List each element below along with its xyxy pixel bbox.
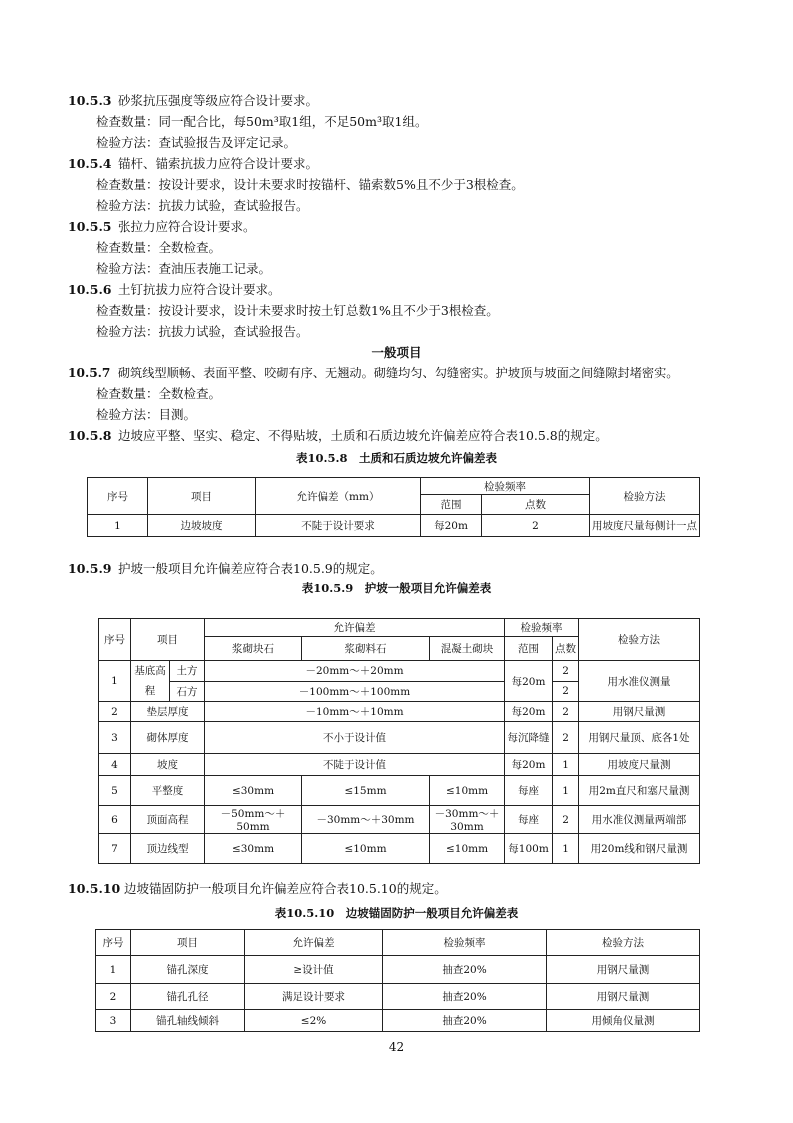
clause-text: 土钉抗拔力应符合设计要求。: [117, 282, 281, 297]
cell-points: 1: [553, 776, 579, 806]
cell-no: 2: [99, 702, 131, 722]
cell-rubble-masonry: ≤30mm: [205, 776, 302, 806]
header-tolerance: 允许偏差: [245, 930, 383, 956]
clause-10-5-3: [68, 92, 318, 110]
clause-10-5-8: [68, 427, 608, 445]
header-tolerance: 允许偏差: [205, 619, 505, 637]
clause-number: 10.5.7: [68, 366, 111, 380]
cell-item: 锚孔轴线倾斜: [131, 1010, 245, 1032]
cell-points: 2: [553, 806, 579, 834]
cell-no: 1: [88, 515, 148, 537]
header-frequency: 检验频率: [383, 930, 547, 956]
cell-method: 用坡度尺量每侧计一点: [590, 515, 700, 537]
clause-number: 10.5.4: [68, 156, 112, 171]
cell-rubble-masonry: ≤30mm: [205, 834, 302, 864]
cell-concrete-block: ≤10mm: [430, 834, 505, 864]
cell-frequency: 抽查20%: [383, 984, 547, 1010]
cell-rubble-masonry: －50mm～＋50mm: [205, 806, 302, 834]
clause-line: 检查数量：按设计要求，设计未要求时按土钉总数1%且不少于3根检查。: [96, 303, 499, 318]
clause-line: 检查数量：按设计要求，设计未要求时按锚杆、锚索数5%且不少于3根检查。: [96, 177, 524, 192]
header-item: 项目: [131, 619, 205, 661]
page-number: 42: [388, 1040, 405, 1054]
cell-item: 坡度: [131, 754, 205, 776]
cell-item: 基底高程: [131, 661, 170, 702]
cell-no: 7: [99, 834, 131, 864]
cell-method: 用水准仪测量: [579, 661, 700, 702]
cell-range: 每20m: [505, 702, 553, 722]
clause-number: 10.5.5: [68, 219, 112, 234]
cell-method: 用钢尺量测: [579, 702, 700, 722]
cell-method: 用钢尺量测: [547, 984, 700, 1010]
cell-tolerance: ≤2%: [245, 1010, 383, 1032]
header-rubble-masonry: 浆砌块石: [205, 637, 302, 661]
table-10-5-10: [95, 929, 700, 1032]
header-range: 范围: [421, 495, 482, 515]
header-ashlar-masonry: 浆砌料石: [302, 637, 430, 661]
cell-no: 3: [96, 1010, 131, 1032]
general-items-heading: 一般项目: [371, 345, 422, 360]
header-concrete-block: 混凝土砌块: [430, 637, 505, 661]
clause-line: 检查数量：同一配合比，每50m³取1组，不足50m³取1组。: [96, 114, 428, 129]
cell-concrete-block: ≤10mm: [430, 776, 505, 806]
clause-10-5-7: [68, 364, 679, 382]
cell-tolerance: 不陡于设计要求: [256, 515, 421, 537]
header-points: 点数: [553, 637, 579, 661]
cell-item: 顶面高程: [131, 806, 205, 834]
cell-method: 用钢尺量顶、底各1处: [579, 722, 700, 754]
cell-no: 3: [99, 722, 131, 754]
header-no: 序号: [88, 478, 148, 515]
header-no: 序号: [99, 619, 131, 661]
header-item: 项目: [148, 478, 256, 515]
cell-tolerance: 满足设计要求: [245, 984, 383, 1010]
table-10-5-10-caption: 表10.5.10 边坡锚固防护一般项目允许偏差表: [274, 906, 519, 920]
header-tolerance: 允许偏差（mm）: [256, 478, 421, 515]
cell-subitem: 石方: [170, 681, 205, 702]
clause-number: 10.5.10: [68, 881, 121, 896]
table-row: [99, 806, 700, 834]
table-row: [96, 1010, 700, 1032]
table-10-5-9-caption: 表10.5.9 护坡一般项目允许偏差表: [301, 581, 492, 595]
header-item: 项目: [131, 930, 245, 956]
cell-range: 每100m: [505, 834, 553, 864]
cell-tolerance: －100mm～＋100mm: [205, 681, 505, 702]
clause-text: 边坡应平整、坚实、稳定、不得贴坡，土质和石质边坡允许偏差应符合表10.5.8的规定。: [117, 428, 608, 443]
cell-points: 2: [553, 702, 579, 722]
cell-frequency: 抽查20%: [383, 956, 547, 984]
cell-item: 砌体厚度: [131, 722, 205, 754]
clause-line: 检验方法：目测。: [96, 407, 197, 422]
clause-text: 砂浆抗压强度等级应符合设计要求。: [117, 93, 318, 108]
cell-range: 每20m: [421, 515, 482, 537]
cell-no: 1: [96, 956, 131, 984]
table-10-5-8-caption: 表10.5.8 土质和石质边坡允许偏差表: [295, 451, 497, 465]
header-range: 范围: [505, 637, 553, 661]
cell-no: 1: [99, 661, 131, 702]
cell-points: 1: [553, 834, 579, 864]
table-row: [99, 834, 700, 864]
cell-method: 用坡度尺量测: [579, 754, 700, 776]
table-row: [99, 702, 700, 722]
clause-line: 检查数量：全数检查。: [96, 386, 222, 401]
header-points: 点数: [482, 495, 590, 515]
cell-item: 顶边线型: [131, 834, 205, 864]
cell-frequency: 抽查20%: [383, 1010, 547, 1032]
cell-range: 每沉降缝: [505, 722, 553, 754]
cell-tolerance: 不陡于设计值: [205, 754, 505, 776]
header-method: 检验方法: [547, 930, 700, 956]
cell-tolerance: 不小于设计值: [205, 722, 505, 754]
cell-no: 5: [99, 776, 131, 806]
table-10-5-8: [87, 477, 700, 537]
clause-line: 检验方法：抗拔力试验，查试验报告。: [96, 324, 309, 339]
cell-concrete-block: －30mm～＋30mm: [430, 806, 505, 834]
cell-no: 2: [96, 984, 131, 1010]
cell-range: 每座: [505, 776, 553, 806]
cell-item: 边坡坡度: [148, 515, 256, 537]
table-row: [96, 984, 700, 1010]
cell-method: 用钢尺量测: [547, 956, 700, 984]
clause-line: 检验方法：查油压表施工记录。: [96, 261, 272, 276]
table-row: [99, 776, 700, 806]
table-row: [99, 754, 700, 776]
cell-range: 每20m: [505, 754, 553, 776]
cell-points: 2: [553, 722, 579, 754]
cell-tolerance: －20mm～＋20mm: [205, 661, 505, 682]
table-row: [96, 956, 700, 984]
cell-method: 用20m线和钢尺量测: [579, 834, 700, 864]
cell-ashlar-masonry: ≤10mm: [302, 834, 430, 864]
cell-points: 1: [553, 754, 579, 776]
cell-points: 2: [553, 681, 579, 702]
cell-points: 2: [482, 515, 590, 537]
cell-subitem: 土方: [170, 661, 205, 682]
clause-10-5-5: [68, 218, 256, 236]
clause-text: 张拉力应符合设计要求。: [117, 219, 256, 234]
clause-line: 检验方法：抗拔力试验，查试验报告。: [96, 198, 309, 213]
cell-item: 锚孔深度: [131, 956, 245, 984]
header-frequency: 检验频率: [505, 619, 579, 637]
clause-text: 锚杆、锚索抗拔力应符合设计要求。: [117, 156, 318, 171]
cell-item: 垫层厚度: [131, 702, 205, 722]
header-no: 序号: [96, 930, 131, 956]
clause-text: 护坡一般项目允许偏差应符合表10.5.9的规定。: [117, 561, 383, 576]
clause-text: 边坡锚固防护一般项目允许偏差应符合表10.5.10的规定。: [123, 881, 447, 896]
clause-number: 10.5.9: [68, 561, 112, 576]
clause-10-5-6: [68, 281, 281, 299]
table-row: [99, 722, 700, 754]
cell-method: 用水准仪测量两端部: [579, 806, 700, 834]
header-method: 检验方法: [579, 619, 700, 661]
table-10-5-9: [98, 618, 700, 864]
cell-range: 每座: [505, 806, 553, 834]
header-method: 检验方法: [590, 478, 700, 515]
clause-10-5-4: [68, 155, 318, 173]
cell-item: 锚孔孔径: [131, 984, 245, 1010]
table-row: [99, 661, 700, 682]
clause-line: 检查数量：全数检查。: [96, 240, 222, 255]
cell-method: 用2m直尺和塞尺量测: [579, 776, 700, 806]
cell-method: 用倾角仪量测: [547, 1010, 700, 1032]
cell-no: 4: [99, 754, 131, 776]
clause-text: 砌筑线型顺畅、表面平整、咬砌有序、无翘动。砌缝均匀、勾缝密实。护坡顶与坡面之间缝隙封堵密实。: [117, 366, 679, 380]
clause-10-5-10: [68, 880, 447, 898]
table-row: [88, 515, 700, 537]
cell-ashlar-masonry: ≤15mm: [302, 776, 430, 806]
header-frequency: 检验频率: [421, 478, 590, 495]
clause-number: 10.5.6: [68, 282, 112, 297]
clause-number: 10.5.3: [68, 93, 112, 108]
clause-number: 10.5.8: [68, 428, 112, 443]
cell-tolerance: －10mm～＋10mm: [205, 702, 505, 722]
clause-line: 检验方法：查试验报告及评定记录。: [96, 135, 297, 150]
cell-range: 每20m: [505, 661, 553, 702]
clause-10-5-9: [68, 560, 383, 578]
cell-tolerance: ≥设计值: [245, 956, 383, 984]
cell-no: 6: [99, 806, 131, 834]
cell-item: 平整度: [131, 776, 205, 806]
cell-ashlar-masonry: －30mm～＋30mm: [302, 806, 430, 834]
cell-points: 2: [553, 661, 579, 682]
